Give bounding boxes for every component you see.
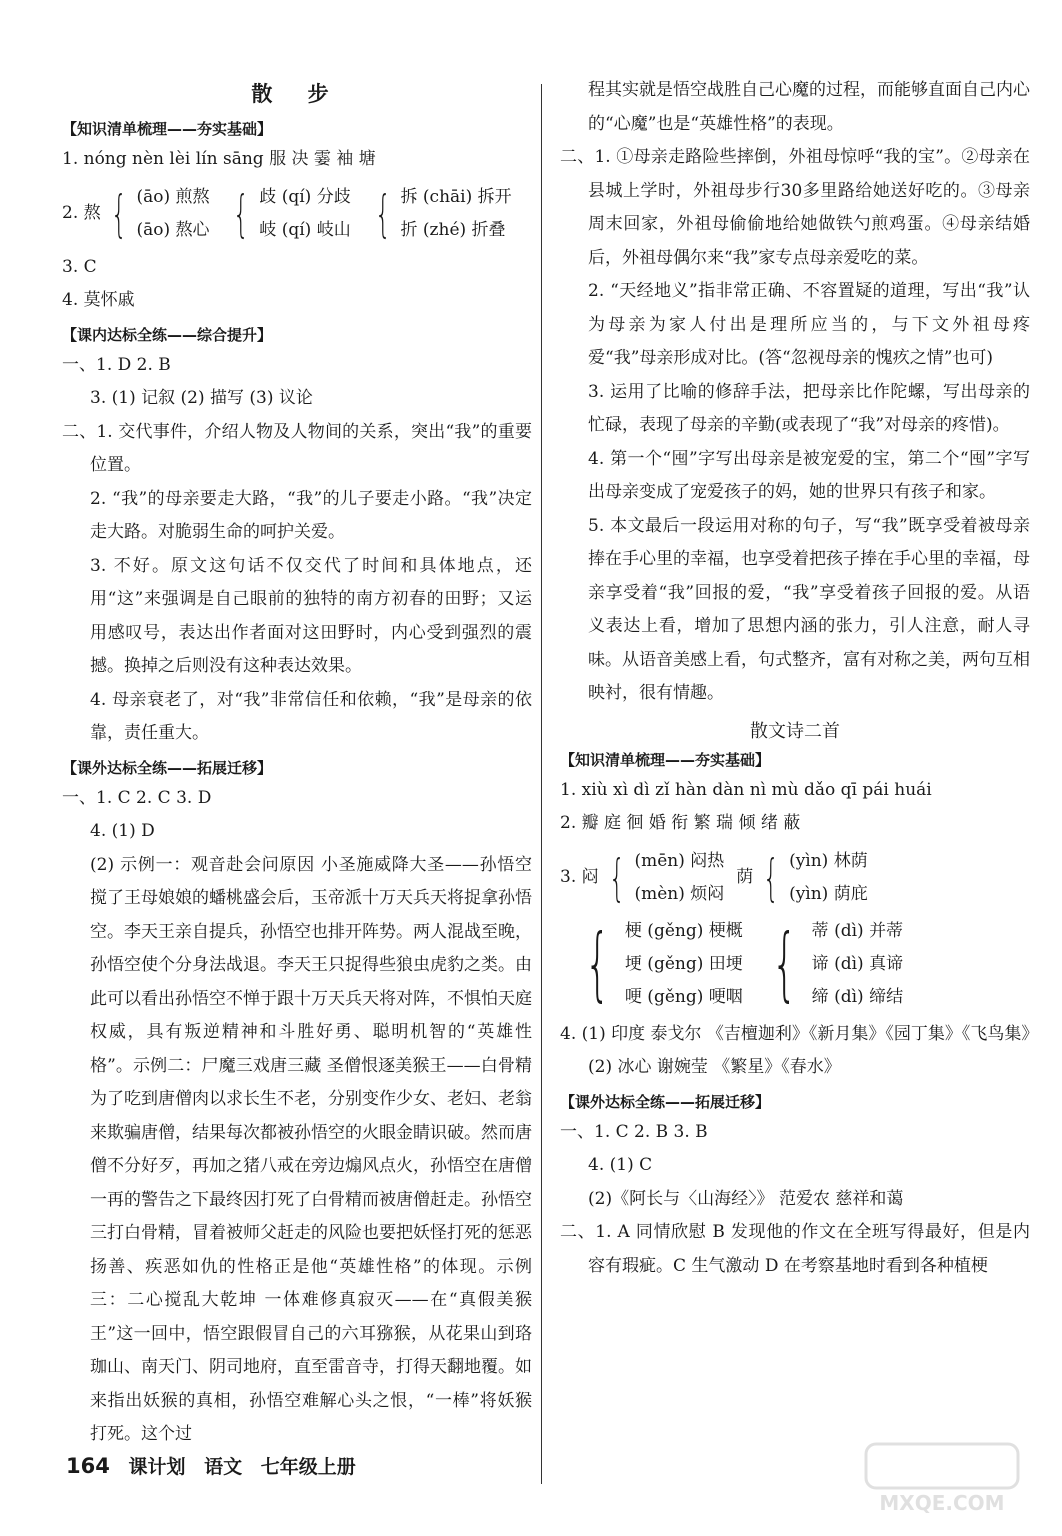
page-footer bbox=[66, 1452, 368, 1479]
section-header: 【课内达标全练——综合提升】 bbox=[62, 325, 273, 344]
answer-group bbox=[62, 181, 532, 247]
answer-line: 3. (1) 记叙 (2) 描写 (3) 议论 bbox=[90, 388, 313, 408]
answer-item: 哽 (gěng) 哽咽 bbox=[624, 986, 743, 1007]
answer-paragraph: 4. 母亲衰老了，对“我”非常信任和依赖，“我”是母亲的依靠，责任重大。 bbox=[90, 689, 532, 743]
answer-item: 折 (zhé) 折叠 bbox=[400, 219, 506, 240]
answer-paragraph: 4. (1) 印度 泰戈尔 《吉檀迦利》《新月集》《园丁集》《飞鸟集》 bbox=[560, 1023, 1039, 1044]
answer-item: 梗 (gěng) 梗概 bbox=[624, 920, 743, 941]
brace-icon: { bbox=[584, 917, 611, 1010]
answer-item: 缔 (dì) 缔结 bbox=[811, 986, 904, 1007]
answer-paragraph: 2. “天经地义”指非常正确、不容置疑的道理，写出“我”认为母亲为家人付出是理所应当的，与下文外祖母疼爱“我”母亲形成对比。(答“忽视母亲的愧疚之情”也可) bbox=[588, 281, 1030, 368]
page-number: 164 bbox=[66, 1454, 110, 1478]
section-header: 【课外达标全练——拓展迁移】 bbox=[62, 758, 273, 777]
left-column bbox=[62, 70, 532, 1452]
answer-paragraph: 3. 不好。原文这句话不仅交代了时间和具体地点，还用“这”来强调是自己眼前的独特的南方初春的田野；又运用感叹号，表达出作者面对这田野时，内心受到强烈的震撼。换掉之后则没有这种表达效果。 bbox=[90, 555, 532, 676]
answer-paragraph: 2. “我”的母亲要走大路，“我”的儿子要走小路。“我”决定走大路。对脆弱生命的呵护关爱。 bbox=[90, 488, 532, 542]
answer-item: (āo) 煎熬 bbox=[136, 186, 210, 207]
brace-icon: { bbox=[763, 848, 780, 907]
brace-icon: { bbox=[110, 184, 127, 243]
answer-paragraph: 4. 第一个“囤”字写出母亲是被宠爱的宝，第二个“囤”字写出母亲变成了宠爱孩子的妈，她的世界只有孩子和家。 bbox=[588, 448, 1030, 502]
section-title-sanbu: 散 步 bbox=[251, 81, 343, 106]
brace-icon: { bbox=[374, 184, 391, 243]
answer-label: 3. 闷 bbox=[560, 867, 599, 887]
answer-label: 荫 bbox=[736, 867, 754, 887]
answer-line: (2) 冰心 谢婉莹 《繁星》《春水》 bbox=[588, 1057, 841, 1077]
answer-item: 蒂 (dì) 并蒂 bbox=[811, 920, 904, 941]
watermark-logo bbox=[862, 1440, 1022, 1520]
answer-line: 一、1. D 2. B bbox=[62, 354, 171, 375]
answer-line: 3. C bbox=[62, 256, 97, 277]
brace-icon: { bbox=[608, 848, 625, 907]
answer-line: (2)《阿长与〈山海经〉》 范爱农 慈祥和蔼 bbox=[588, 1188, 904, 1209]
answer-item: (āo) 熬心 bbox=[136, 219, 210, 240]
section-title-poems: 散文诗二首 bbox=[750, 720, 840, 742]
answer-paragraph: 二、1. 交代事件，介绍人物及人物间的关系，突出“我”的重要位置。 bbox=[62, 421, 532, 475]
brace-icon: { bbox=[233, 184, 250, 243]
answer-item: (mèn) 烦闷 bbox=[634, 883, 725, 904]
section-header: 【课外达标全练——拓展迁移】 bbox=[560, 1092, 771, 1111]
section-header: 【知识清单梳理——夯实基础】 bbox=[560, 750, 771, 769]
answer-item: 拆 (chāi) 拆开 bbox=[400, 186, 512, 207]
answer-line: 4. 莫怀戚 bbox=[62, 290, 135, 310]
answer-item: (yìn) 荫庇 bbox=[789, 883, 868, 904]
answer-paragraph: (2) 示例一：观音赴会问原因 小圣施威降大圣——孙悟空搅了王母娘娘的蟠桃盛会后，玉帝派十万天兵天将捉拿孙悟空。李天王亲自提兵，孙悟空也排开阵势。两人混战至晚，孙悟空使个分身法战退。李天王只捉得些狼虫虎豹之类。由此可以看出孙悟空不惮于跟十万天兵天将对阵，不惧怕天庭权威，具有叛逆精神和斗胜好勇、聪明机智的“英雄性格”。示例二：尸魔三戏唐三藏 圣僧恨逐美猴王——白骨精为了吃到唐僧肉以求长生不老，分别变作少女、老妇、老翁来欺骗唐僧，结果每次都被孙悟空的火眼金睛识破。然而唐僧不分好歹，再加之猪八戒在旁边煽风点火，孙悟空在唐僧一再的警告之下最终因打死了白骨精而被唐僧赶走。孙悟空三打白骨精，冒着被师父赶走的风险也要把妖怪打死的惩恶扬善、疾恶如仇的性格正是他“英雄性格”的体现。示例三：二心搅乱大乾坤 一体难修真寂灭——在“真假美猴王”这一回中，悟空跟假冒自己的六耳猕猴，从花果山到珞珈山、南天门、阴司地府，直至雷音寺，打得天翻地覆。如来指出妖猴的真相，孙悟空难解心头之恨，“一棒”将妖猴打死。这个过 bbox=[90, 854, 532, 1444]
answer-item: 谛 (dì) 真谛 bbox=[811, 953, 904, 974]
answer-label: 2. 熬 bbox=[62, 203, 101, 223]
right-column bbox=[560, 70, 1039, 1283]
answer-item: 歧 (qí) 分歧 bbox=[259, 186, 351, 207]
answer-paragraph: 二、1. A 同情欣慰 B 发现他的作文在全班写得最好，但是内容有瑕疵。C 生气激动 D 在考察基地时看到各种植梗 bbox=[560, 1222, 1030, 1276]
answer-paragraph: 二、1. ①母亲走路险些摔倒，外祖母惊呼“我的宝”。②母亲在县城上学时，外祖母步行30多里路给她送好吃的。③母亲周末回家，外祖母偷偷地给她做铁勺煎鸡蛋。④母亲结婚后，外祖母偶尔来“我”家专点母亲爱吃的菜。 bbox=[560, 147, 1030, 268]
subject-name: 语文 bbox=[204, 1456, 243, 1478]
answer-line: 4. (1) D bbox=[90, 821, 155, 841]
answer-line: 1. xiù xì dì zǐ hàn dàn nì mù dǎo qī pái huái bbox=[560, 779, 932, 800]
answer-line: 一、1. C 2. B 3. B bbox=[560, 1121, 708, 1142]
answer-line: 一、1. C 2. C 3. D bbox=[62, 787, 212, 808]
answer-line: 2. 瓣 庭 徊 婚 衔 繁 瑞 倾 绪 蔽 bbox=[560, 813, 801, 833]
answer-line: 1. nóng nèn lèi lín sāng 服 决 霎 袖 塘 bbox=[62, 149, 376, 169]
answer-item: 岐 (qí) 岐山 bbox=[259, 219, 351, 240]
answer-line: 4. (1) C bbox=[588, 1155, 653, 1175]
answer-paragraph: 程其实就是悟空战胜自己心魔的过程，而能够直面自己内心的“心魔”也是“英雄性格”的表现。 bbox=[588, 80, 1030, 134]
answer-item: 埂 (gěng) 田埂 bbox=[624, 953, 743, 974]
answer-paragraph: 3. 运用了比喻的修辞手法，把母亲比作陀螺，写出母亲的忙碌，表现了母亲的辛勤(或表现了“我”对母亲的疼惜)。 bbox=[588, 381, 1030, 435]
answer-group bbox=[560, 845, 1030, 911]
answer-item: (mēn) 闷热 bbox=[634, 850, 725, 871]
series-name: 课计划 bbox=[128, 1456, 186, 1478]
brace-icon: { bbox=[771, 917, 797, 1010]
column-divider bbox=[541, 84, 542, 1484]
watermark-text: MXQE.COM bbox=[879, 1491, 1005, 1515]
grade-name: 七年级上册 bbox=[260, 1456, 356, 1478]
answer-group bbox=[560, 915, 1030, 1014]
section-header: 【知识清单梳理——夯实基础】 bbox=[62, 120, 273, 138]
answer-item: (yìn) 林荫 bbox=[789, 850, 868, 871]
answer-paragraph: 5. 本文最后一段运用对称的句子，写“我”既享受着被母亲捧在手心里的幸福，也享受着把孩子捧在手心里的幸福，母亲享受着“我”回报的爱，“我”享受着孩子回报的爱。从语义表达上看，增加了思想内涵的张力，引人注意，耐人寻味。从语音美感上看，句式整齐，富有对称之美，两句互相映衬，很有情趣。 bbox=[588, 515, 1030, 703]
